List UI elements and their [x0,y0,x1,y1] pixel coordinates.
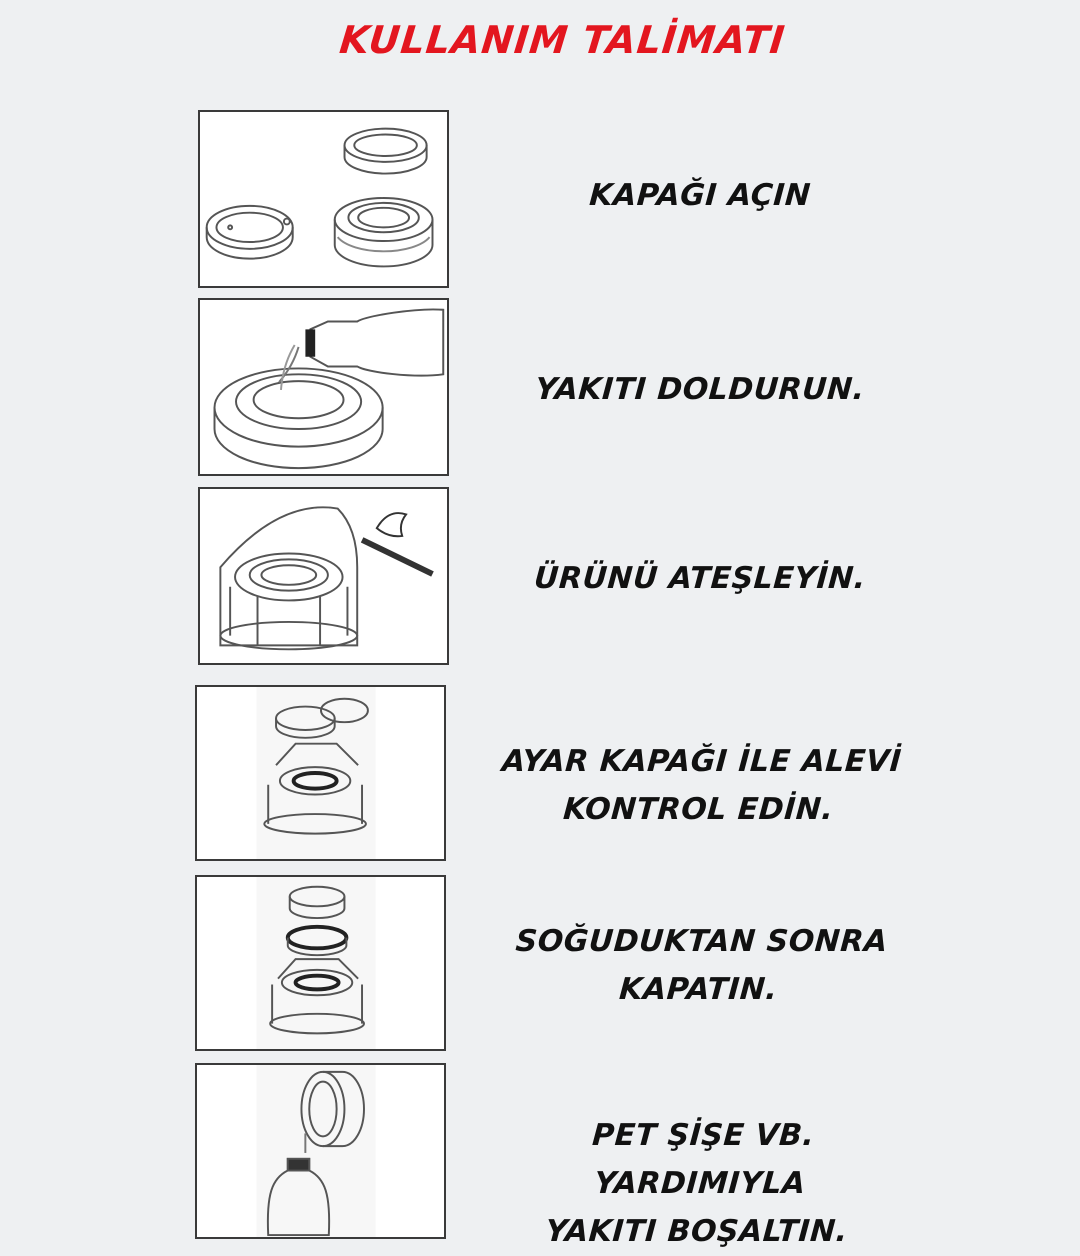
step-2-caption [478,366,921,414]
step-5-line-2: KAPATIN. [618,972,779,1007]
lid-open-icon [200,112,447,286]
step-4-illustration [195,685,446,861]
step-4-caption [477,738,924,834]
step-5-illustration [195,875,446,1051]
step-1-caption [478,172,921,220]
step-4-line-2: KONTROL EDİN. [562,792,835,827]
ignite-icon [200,489,447,663]
flame-control-icon [197,687,444,859]
step-6-line-2: YAKITI BOŞALTIN. [544,1214,849,1249]
step-1-line-1: KAPAĞI AÇIN [588,178,812,213]
step-1-illustration [198,110,449,288]
fuel-empty-icon [197,1065,444,1237]
cool-close-icon [197,877,444,1049]
step-3-line-1: ÜRÜNÜ ATEŞLEYİN. [532,561,868,596]
step-3-illustration [198,487,449,665]
step-5-line-1: SOĞUDUKTAN SONRA [514,924,889,959]
step-2-line-1: YAKITI DOLDURUN. [534,372,866,407]
step-6-illustration [195,1063,446,1239]
step-6-line-1: PET ŞİŞE VB. YARDIMIYLA [591,1118,816,1201]
step-4-line-1: AYAR KAPAĞI İLE ALEVİ [500,744,903,779]
step-5-caption [477,918,924,1014]
fuel-pour-icon [200,300,447,474]
page-title: KULLANIM TALİMATI [337,18,788,62]
step-3-caption [478,555,921,603]
step-2-illustration [198,298,449,476]
step-6-caption [475,1112,925,1256]
